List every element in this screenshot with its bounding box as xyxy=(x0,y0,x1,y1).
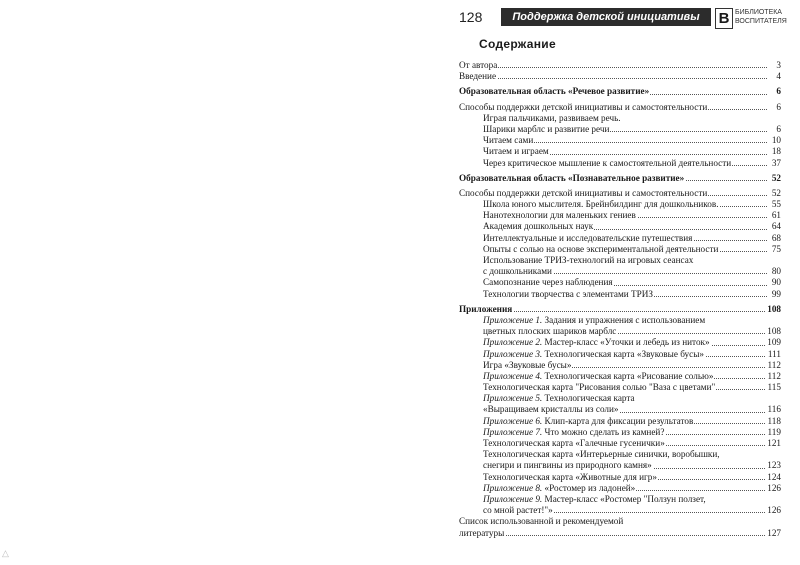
toc-entry-title: Игра «Звуковые бусы» xyxy=(483,359,572,370)
book-page xyxy=(459,8,785,558)
toc-entry-title: снегири и пингвины из природного камня» xyxy=(483,460,652,471)
toc-entry xyxy=(459,277,781,288)
toc-entry-title: Читаем сами xyxy=(483,135,534,146)
toc-page-number: 52 xyxy=(771,187,781,198)
toc-page-number: 90 xyxy=(771,277,781,288)
toc-entry xyxy=(459,233,781,244)
toc-entry xyxy=(459,71,781,82)
toc-entry-title: Академия дошкольных наук xyxy=(483,221,594,232)
toc-entry-title xyxy=(483,483,636,494)
toc-entry xyxy=(459,505,781,516)
toc-page-number: 109 xyxy=(767,337,781,348)
toc-entry-title: Введение xyxy=(459,71,497,82)
toc-page-number: 52 xyxy=(771,172,781,183)
toc-entry-title: Опыты с солью на основе экспериментальной деятельности xyxy=(483,243,719,254)
toc-page-number: 126 xyxy=(767,505,781,516)
toc-appendix-prefix: Приложение 1. xyxy=(483,314,543,325)
toc-entry xyxy=(459,460,781,471)
toc-entry-title: Технологии творчества с элементами ТРИЗ xyxy=(483,288,653,299)
toc-entry-title: «Выращиваем кристаллы из соли» xyxy=(483,404,619,415)
page-number: 128 xyxy=(459,9,483,25)
logo-line-2: ВОСПИТАТЕЛЯ xyxy=(735,18,787,25)
toc-appendix-prefix: Приложение 8. xyxy=(483,482,543,493)
toc-page-number: 68 xyxy=(771,232,781,243)
toc-appendix-text: «Ростомер из ладоней» xyxy=(542,482,636,493)
toc-entry xyxy=(459,221,781,232)
toc-page-number: 111 xyxy=(767,348,781,359)
toc-entry xyxy=(459,102,781,113)
toc-entry-title: Технологическая карта «Интерьерные синички, воробышки, xyxy=(483,449,720,460)
toc-page-number: 108 xyxy=(767,326,781,337)
toc-entry xyxy=(459,483,781,494)
toc-entry xyxy=(459,382,781,393)
toc-entry-title xyxy=(483,427,665,438)
toc-appendix-text: Технологическая карта «Рисование солью» xyxy=(542,370,714,381)
toc-appendix-prefix: Приложение 6. xyxy=(483,415,543,426)
toc-page-number: 80 xyxy=(771,266,781,277)
toc-entry-title xyxy=(483,337,711,348)
toc-entry-title: Самопознание через наблюдения xyxy=(483,277,613,288)
toc-entry xyxy=(459,289,781,300)
toc-appendix-prefix: Приложение 3. xyxy=(483,348,543,359)
toc-page-number: 37 xyxy=(771,157,781,168)
toc-entry-title: Способы поддержки детской инициативы и самостоятельности xyxy=(459,187,708,198)
toc-entry xyxy=(459,113,781,124)
toc-leader-dots xyxy=(463,78,767,79)
toc-page-number: 126 xyxy=(767,482,781,493)
toc-page-number: 64 xyxy=(771,221,781,232)
toc-entry xyxy=(459,371,781,382)
toc-entry-title: Школа юного мыслителя. Брейнбилдинг для дошкольников. xyxy=(483,199,719,210)
toc-entry xyxy=(459,199,781,210)
toc-entry xyxy=(459,349,781,360)
toc-page-number: 55 xyxy=(771,199,781,210)
toc-appendix-text: Что можно сделать из камней? xyxy=(542,426,665,437)
toc-page-number: 3 xyxy=(776,60,781,70)
toc-page-number: 112 xyxy=(767,370,781,381)
toc-entry xyxy=(459,124,781,135)
logo-line-1: БИБЛИОТЕКА xyxy=(735,9,782,16)
toc-entry xyxy=(459,472,781,483)
toc-entry-title: Использование ТРИЗ-технологий на игровых сеансах xyxy=(483,255,694,265)
toc-page-number: 116 xyxy=(767,404,781,415)
toc-entry xyxy=(459,360,781,371)
toc-entry-title: Играя пальчиками, развиваем речь. xyxy=(483,112,621,123)
toc-page-number: 118 xyxy=(767,415,781,426)
toc-page-number: 123 xyxy=(767,460,781,471)
toc-appendix-prefix: Приложение 4. xyxy=(483,370,543,381)
toc-entry xyxy=(459,416,781,427)
series-logo xyxy=(715,8,785,28)
toc-page-number: 119 xyxy=(767,426,781,437)
toc-entry xyxy=(459,494,781,505)
toc-entry-title: цветных плоских шариков марблс xyxy=(483,326,617,337)
toc-entry-title: Образовательная область «Познавательное развитие» xyxy=(459,172,685,183)
toc-entry-title: литературы xyxy=(459,527,505,538)
toc-page-number: 75 xyxy=(771,243,781,254)
toc-entry xyxy=(459,266,781,277)
toc-appendix-text: Задания и упражнения с использованием xyxy=(542,314,706,325)
toc-entry-title: с дошкольниками xyxy=(483,266,552,277)
toc-page-number: 99 xyxy=(771,288,781,299)
toc-appendix-text: Мастер-класс «Ростомер "Ползун ползет, xyxy=(542,493,706,504)
toc-page-number: 6 xyxy=(776,86,781,97)
toc-entry xyxy=(459,438,781,449)
toc-entry xyxy=(459,449,781,460)
toc-entry-title xyxy=(483,349,705,360)
toc-entry xyxy=(459,60,781,71)
toc-page-number: 61 xyxy=(771,210,781,221)
toc-entry-title: От автора xyxy=(459,60,498,70)
toc-entry xyxy=(459,315,781,326)
toc-page-number: 112 xyxy=(767,359,781,370)
toc-entry-title xyxy=(483,371,714,382)
toc-entry-title: Приложения xyxy=(459,303,513,314)
toc-page-number: 4 xyxy=(776,71,781,82)
toc-leader-dots xyxy=(463,535,767,536)
toc-entry-title: Шарики марблс и развитие речи xyxy=(483,123,610,134)
toc-entry xyxy=(459,337,781,348)
logo-letter-icon: В xyxy=(715,8,733,29)
section-title-bar: Поддержка детской инициативы xyxy=(501,8,711,26)
toc-page-number: 18 xyxy=(771,146,781,157)
toc-entry-title xyxy=(483,315,706,326)
page-corner-mark: △ xyxy=(2,548,9,558)
toc-appendix-prefix: Приложение 9. xyxy=(483,493,543,504)
toc-entry-title: Список использованной и рекомендуемой xyxy=(459,516,624,527)
toc-appendix-text: Технологическая карта xyxy=(542,393,635,404)
toc-entry xyxy=(459,210,781,221)
toc-page-number: 115 xyxy=(767,382,781,393)
table-of-contents xyxy=(459,60,781,539)
toc-entry-title xyxy=(483,393,636,404)
toc-page-number: 108 xyxy=(767,303,781,314)
toc-entry-title: Нанотехнологии для маленьких гениев xyxy=(483,210,636,221)
toc-entry xyxy=(459,304,781,315)
toc-entry xyxy=(459,86,781,97)
toc-entry xyxy=(459,516,781,527)
toc-entry xyxy=(459,427,781,438)
toc-entry xyxy=(459,255,781,266)
toc-page-number: 6 xyxy=(776,123,781,134)
toc-entry xyxy=(459,528,781,539)
toc-appendix-prefix: Приложение 5. xyxy=(483,393,543,404)
toc-entry xyxy=(459,173,781,184)
toc-entry xyxy=(459,393,781,404)
toc-entry xyxy=(459,326,781,337)
toc-entry-title xyxy=(483,416,694,427)
toc-entry xyxy=(459,244,781,255)
toc-entry xyxy=(459,146,781,157)
toc-appendix-prefix: Приложение 7. xyxy=(483,426,543,437)
toc-entry-title: Интеллектуальные и исследовательские путешествия xyxy=(483,232,693,243)
toc-entry-title: со мной растет!"» xyxy=(483,505,553,516)
toc-entry xyxy=(459,404,781,415)
toc-leader-dots xyxy=(463,67,767,68)
toc-appendix-text: Клип-карта для фиксации результатов xyxy=(542,415,694,426)
toc-entry-title: Через критическое мышление к самостоятельной деятельности xyxy=(483,157,732,168)
toc-page-number: 127 xyxy=(767,527,781,538)
toc-entry-title: Технологическая карта «Галечные гусенички» xyxy=(483,438,665,448)
toc-page-number: 124 xyxy=(767,471,781,482)
toc-entry-title: Образовательная область «Речевое развитие» xyxy=(459,86,650,97)
toc-entry xyxy=(459,188,781,199)
page-header xyxy=(459,8,785,28)
toc-entry-title: Технологическая карта "Рисования солью "Ваза с цветами" xyxy=(483,382,716,393)
toc-page-number: 6 xyxy=(776,101,781,112)
toc-appendix-prefix: Приложение 2. xyxy=(483,337,543,348)
toc-entry-title: Читаем и играем xyxy=(483,146,549,157)
toc-entry-title xyxy=(483,494,707,505)
toc-page-number: 121 xyxy=(767,438,781,448)
toc-appendix-text: Технологическая карта «Звуковые бусы» xyxy=(542,348,704,359)
toc-entry xyxy=(459,158,781,169)
toc-entry-title: Способы поддержки детской инициативы и самостоятельности xyxy=(459,101,708,112)
toc-appendix-text: Мастер-класс «Уточки и лебедь из ниток» xyxy=(542,337,710,348)
contents-title: Содержание xyxy=(479,37,556,51)
toc-page-number: 10 xyxy=(771,135,781,146)
toc-entry xyxy=(459,135,781,146)
toc-entry-title: Технологическая карта «Животные для игр» xyxy=(483,471,657,482)
